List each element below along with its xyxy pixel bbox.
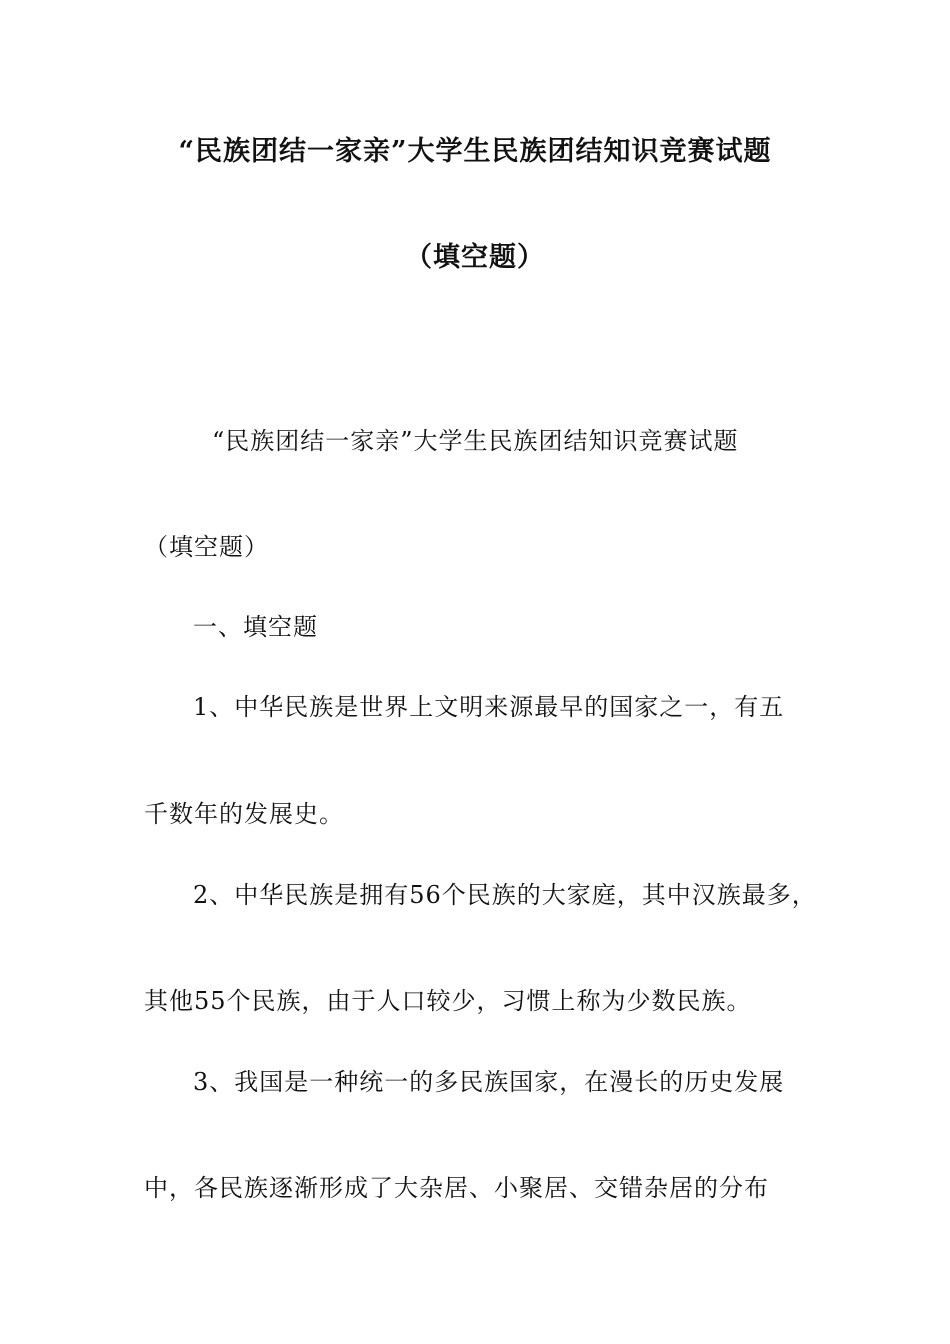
section-heading: 一、填空题	[193, 613, 318, 641]
document-subtitle: （填空题）	[405, 242, 545, 273]
question-1-line-2: 千数年的发展史。	[144, 800, 344, 828]
question-1-line-1: 1、中华民族是世界上文明来源最早的国家之一，有五	[193, 693, 785, 721]
question-2-line-2: 其他55个民族，由于人口较少，习惯上称为少数民族。	[144, 987, 752, 1015]
intro-line-2: （填空题）	[144, 533, 269, 561]
document-title: “民族团结一家亲”大学生民族团结知识竞赛试题	[178, 136, 772, 167]
intro-line-1: “民族团结一家亲”大学生民族团结知识竞赛试题	[212, 427, 739, 455]
question-2-line-1: 2、中华民族是拥有56个民族的大家庭，其中汉族最多，	[193, 881, 817, 909]
question-3-line-1: 3、我国是一种统一的多民族国家，在漫长的历史发展	[193, 1068, 785, 1096]
question-3-line-2: 中，各民族逐渐形成了大杂居、小聚居、交错杂居的分布	[144, 1174, 769, 1202]
